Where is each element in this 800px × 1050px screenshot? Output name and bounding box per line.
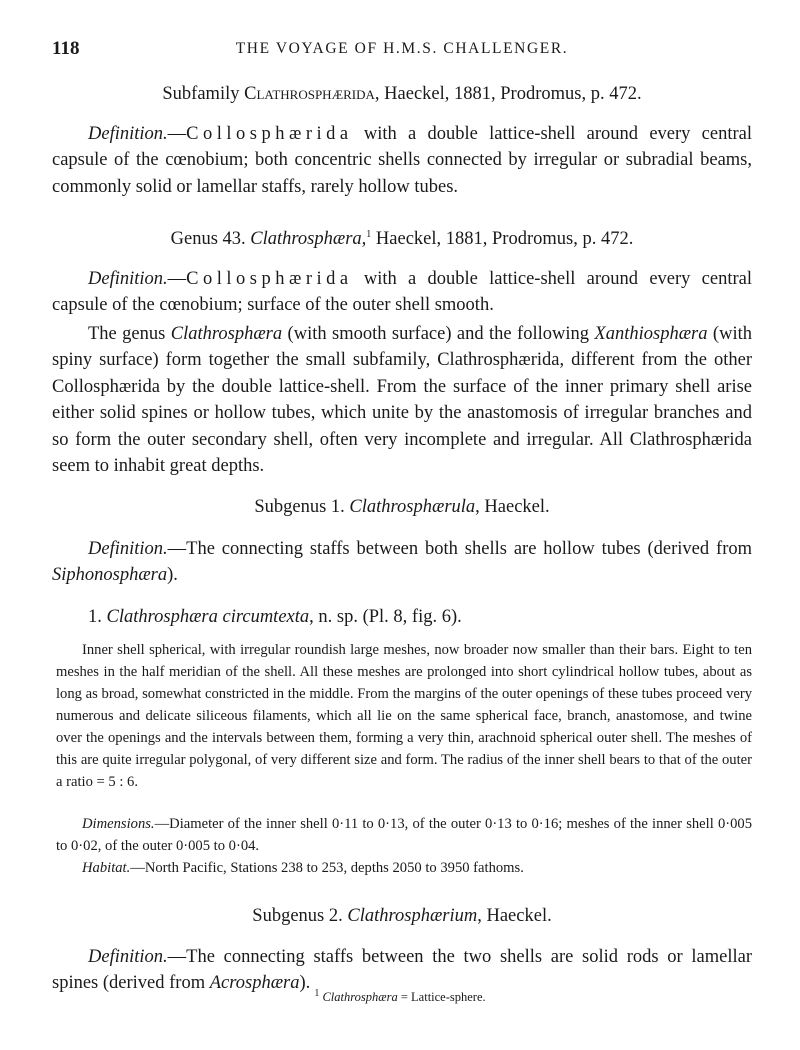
habitat: Habitat.—North Pacific, Stations 238 to 253, depths 2050 to 3950 fathoms. <box>82 859 524 876</box>
subgenus-1-definition: Definition.—The connecting staffs between both shells are hollow tubes (derived from Siphonosphæra). <box>52 538 752 585</box>
subgenus-1-heading: Subgenus 1. Clathrosphærula, Haeckel. <box>254 497 550 517</box>
footnote-mark: 1 <box>366 228 372 240</box>
subfamily-name: Clathrosphærida <box>244 84 375 104</box>
genus-name: Clathrosphæra, <box>250 229 367 249</box>
subfamily-definition: Definition.—Collosphærida with a double lattice-shell around every central capsule of the cœnobium; both concentric shells connected by irregular or subradial beams, commonly solid or lamellar staffs, rarely hollow tubes. <box>52 123 752 197</box>
page-header <box>52 38 752 62</box>
species-name: Clathrosphæra circumtexta <box>106 607 310 627</box>
page-number: 118 <box>52 38 80 59</box>
subgenus-2-heading: Subgenus 2. Clathrosphærium, Haeckel. <box>252 906 552 926</box>
species-heading: 1. Clathrosphæra circumtexta, n. sp. (Pl. 8, fig. 6). <box>88 607 462 627</box>
subfamily-heading: Subfamily Clathrosphærida, Haeckel, 1881, Prodromus, p. 472. <box>162 84 642 104</box>
dimensions: Dimensions.—Diameter of the inner shell 0·11 to 0·13, of the outer 0·13 to 0·16; meshes of the inner shell 0·005 to 0·02, of the outer 0·005 to 0·04. <box>56 815 752 854</box>
genus-definition: Definition.—Collosphærida with a double lattice-shell around every central capsule of the cœnobium; surface of the outer shell smooth. <box>52 268 752 315</box>
footnote: $^1$ Clathrosphæra = Lattice-sphere. <box>314 987 486 1004</box>
genus-paragraph: The genus Clathrosphæra (with smooth surface) and the following Xanthiosphæra (with spiny surface) form together the small subfamily, Clathrosphærida, different from the other Collosphærida by the double lattice-shell. From the surface of the inner primary shell arise either solid spines or hollow tubes, which unite by the anastomosis of irregular branches and so form the outer secondary shell, often very incomplete and irregular. All Clathrosphærida seem to inhabit great depths. <box>52 323 752 476</box>
running-title: THE VOYAGE OF H.M.S. CHALLENGER. <box>235 40 569 57</box>
species-description: Inner shell spherical, with irregular roundish large meshes, now broader now smaller than their bars. Eight to ten meshes in the half meridian of the shell. All these meshes are prolonged into short cylindrical hollow tubes, about as long as broad, somewhat constricted in the middle. From the margins of the outer openings of these tubes proceed very numerous and delicate siliceous filaments, which all lie on the same spherical face, branch, anastomose, and twine over the openings and the intervals between them, forming a very thin, arachnoid spherical outer shell. The meshes of this are quite irregular polygonal, of very different size and form. The radius of the inner shell bears to that of the outer a ratio = 5 : 6. <box>56 641 752 790</box>
subgenus-2-definition: Definition.—The connecting staffs between the two shells are solid rods or lamellar spines (derived from Acrosphæra). <box>52 946 752 993</box>
genus-heading: Genus 43. Clathrosphæra,$^1$ Haeckel, 1881, Prodromus, p. 472. <box>170 228 634 249</box>
